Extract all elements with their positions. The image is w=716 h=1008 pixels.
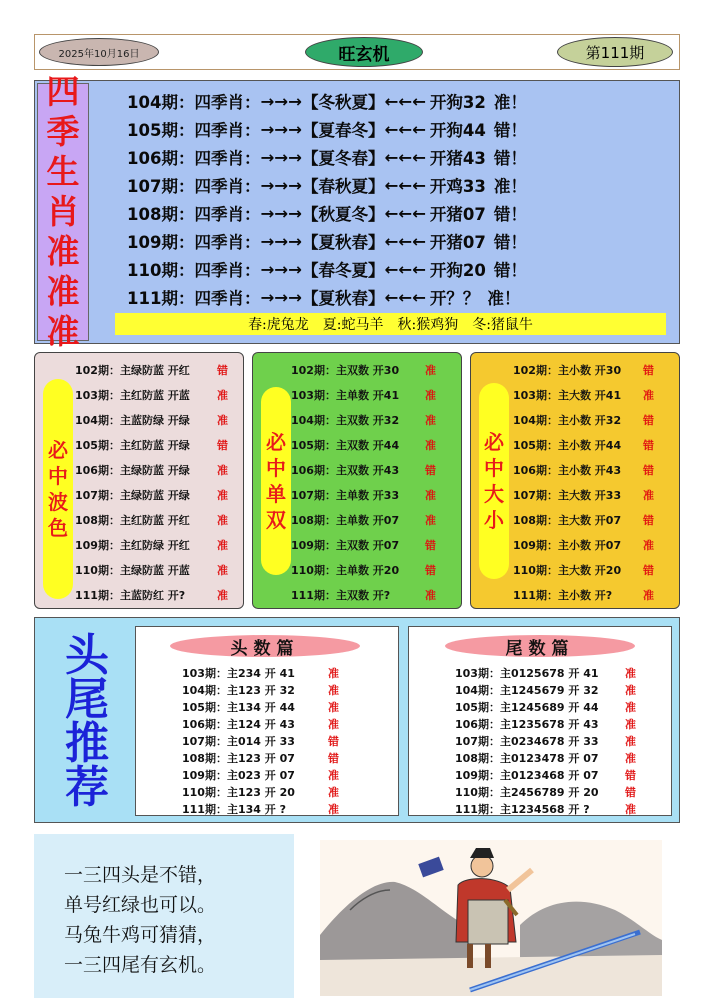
list-item: 110期：主大数 开20 [513, 564, 622, 577]
result-mark: 错 [643, 439, 654, 452]
result-mark: 准 [625, 667, 636, 680]
row-open: 开猪07 [429, 205, 486, 224]
row-result: 准！ [493, 177, 527, 196]
row-result: 准！ [487, 289, 521, 308]
list-item: 105期：主1245689 开 44 [455, 701, 599, 714]
four-seasons-row [127, 143, 527, 171]
result-mark: 准 [217, 489, 228, 502]
poem-line: 一三四尾有玄机。 [64, 954, 217, 976]
list-item: 105期：主红防蓝 开绿 [75, 439, 190, 452]
row-left-arrows: →→→ [260, 259, 302, 279]
list-item: 107期：主0234678 开 33 [455, 735, 599, 748]
label-char: 大 [484, 482, 504, 506]
result-mark: 错 [425, 539, 436, 552]
date-badge: 2025年10月16日 [39, 38, 159, 66]
four-seasons-row [127, 115, 527, 143]
row-pick: 【秋夏冬】 [301, 205, 385, 224]
result-mark: 准 [217, 539, 228, 552]
row-label: 四季肖： [194, 233, 261, 252]
title-char: 准 [46, 272, 80, 311]
poem-line: 单号红绿也可以。 [64, 894, 217, 916]
result-mark: 错 [328, 752, 339, 765]
row-result: 准！ [493, 93, 527, 112]
row-left-arrows: →→→ [260, 287, 302, 307]
title-char: 生 [46, 152, 80, 191]
list-item: 106期：主绿防蓝 开绿 [75, 464, 190, 477]
issue-badge: 第111期 [557, 37, 673, 67]
row-open: 开猪43 [429, 149, 486, 168]
list-item: 110期：主2456789 开 20 [455, 786, 599, 799]
list-item: 111期：主1234568 开 ? [455, 803, 590, 816]
title-char: 肖 [46, 192, 80, 231]
result-mark: 准 [328, 701, 339, 714]
box-vertical-label [261, 387, 291, 575]
label-char: 双 [266, 508, 286, 532]
label-char: 色 [48, 516, 68, 540]
head-tail-section [34, 617, 680, 823]
row-left-arrows: →→→ [260, 91, 302, 111]
result-mark: 准 [625, 701, 636, 714]
odd-even-box [252, 352, 462, 609]
list-item: 109期：主0123468 开 07 [455, 769, 599, 782]
label-char: 必 [266, 430, 286, 454]
row-period: 106期： [127, 149, 195, 168]
list-item: 105期：主双数 开44 [291, 439, 400, 452]
result-mark: 准 [625, 803, 636, 816]
list-item: 109期：主红防绿 开红 [75, 539, 190, 552]
box-vertical-label [479, 383, 509, 579]
list-item: 102期：主小数 开30 [513, 364, 622, 377]
result-mark: 错 [425, 464, 436, 477]
result-mark: 错 [643, 414, 654, 427]
result-mark: 准 [425, 439, 436, 452]
row-right-arrows: ←←← [384, 147, 426, 167]
row-pick: 【春秋夏】 [301, 177, 385, 196]
list-item: 109期：主双数 开07 [291, 539, 400, 552]
label-char: 小 [484, 508, 504, 532]
row-pick: 【冬秋夏】 [301, 93, 385, 112]
row-label: 四季肖： [194, 289, 261, 308]
row-open: 开猪07 [429, 233, 486, 252]
list-item: 104期：主1245679 开 32 [455, 684, 599, 697]
result-mark: 准 [425, 389, 436, 402]
label-char: 必 [48, 438, 68, 462]
list-item: 107期：主绿防蓝 开绿 [75, 489, 190, 502]
list-item: 108期：主红防蓝 开红 [75, 514, 190, 527]
row-period: 111期： [127, 289, 195, 308]
result-mark: 准 [425, 589, 436, 602]
result-mark: 准 [217, 464, 228, 477]
row-open: 开狗32 [429, 93, 486, 112]
poem-line: 马兔牛鸡可猜猜， [64, 924, 217, 946]
list-item: 111期：主双数 开? [291, 589, 391, 602]
four-seasons-section [34, 72, 680, 351]
list-item: 106期：主小数 开43 [513, 464, 622, 477]
label-char: 中 [484, 456, 504, 480]
result-mark: 错 [217, 364, 228, 377]
result-mark: 准 [328, 667, 339, 680]
four-seasons-row [127, 199, 527, 227]
row-right-arrows: ←←← [384, 175, 426, 195]
result-mark: 准 [328, 769, 339, 782]
list-item: 110期：主123 开 20 [182, 786, 295, 799]
row-right-arrows: ←←← [384, 91, 426, 111]
row-right-arrows: ←←← [384, 259, 426, 279]
result-mark: 错 [643, 564, 654, 577]
label-char: 中 [48, 464, 68, 488]
title-char: 准 [46, 312, 80, 351]
logo-badge: 旺玄机 [305, 37, 423, 67]
list-item: 111期：主134 开 ? [182, 803, 286, 816]
title-char: 推 [65, 718, 109, 769]
title-char: 尾 [65, 674, 109, 725]
title-char: 四 [46, 72, 80, 111]
row-open: 开？？ [429, 289, 480, 308]
result-mark: 错 [625, 786, 636, 799]
list-item: 108期：主大数 开07 [513, 514, 622, 527]
season-legend: 春:虎兔龙 夏:蛇马羊 秋:猴鸡狗 冬:猪鼠牛 [115, 313, 666, 335]
list-item: 107期：主单数 开33 [291, 489, 400, 502]
list-item: 103期：主单数 开41 [291, 389, 400, 402]
title-char: 季 [46, 112, 80, 151]
row-left-arrows: →→→ [260, 147, 302, 167]
result-mark: 准 [425, 364, 436, 377]
scholar-illustration [320, 840, 662, 996]
list-item: 103期：主红防蓝 开蓝 [75, 389, 190, 402]
list-item: 106期：主124 开 43 [182, 718, 295, 731]
result-mark: 错 [643, 514, 654, 527]
list-item: 104期：主双数 开32 [291, 414, 400, 427]
row-period: 110期： [127, 261, 195, 280]
box-vertical-label [43, 379, 73, 599]
four-seasons-row [127, 171, 527, 199]
result-mark: 准 [425, 414, 436, 427]
list-item: 104期：主123 开 32 [182, 684, 295, 697]
row-result: 错！ [493, 261, 527, 280]
list-item: 105期：主小数 开44 [513, 439, 622, 452]
row-left-arrows: →→→ [260, 231, 302, 251]
four-seasons-row [127, 227, 527, 255]
result-mark: 准 [328, 803, 339, 816]
row-left-arrows: →→→ [260, 119, 302, 139]
row-pick: 【夏冬春】 [301, 149, 385, 168]
result-mark: 错 [643, 464, 654, 477]
list-item: 110期：主绿防蓝 开蓝 [75, 564, 190, 577]
label-char: 波 [48, 490, 68, 514]
row-label: 四季肖： [194, 149, 261, 168]
row-right-arrows: ←←← [384, 119, 426, 139]
row-label: 四季肖： [194, 261, 261, 280]
title-char: 准 [46, 232, 80, 271]
row-left-arrows: →→→ [260, 175, 302, 195]
list-item: 111期：主小数 开? [513, 589, 613, 602]
list-item: 104期：主蓝防绿 开绿 [75, 414, 190, 427]
label-char: 中 [266, 456, 286, 480]
row-label: 四季肖： [194, 121, 261, 140]
row-open: 开狗44 [429, 121, 486, 140]
row-label: 四季肖： [194, 93, 261, 112]
list-item: 104期：主小数 开32 [513, 414, 622, 427]
result-mark: 准 [625, 684, 636, 697]
title-char: 荐 [65, 762, 109, 813]
list-item: 102期：主双数 开30 [291, 364, 400, 377]
row-pick: 【春冬夏】 [301, 261, 385, 280]
list-item: 107期：主大数 开33 [513, 489, 622, 502]
row-period: 107期： [127, 177, 195, 196]
row-right-arrows: ←←← [384, 203, 426, 223]
result-mark: 准 [625, 752, 636, 765]
row-period: 104期： [127, 93, 195, 112]
result-mark: 准 [217, 589, 228, 602]
result-mark: 准 [217, 514, 228, 527]
result-mark: 准 [328, 684, 339, 697]
list-item: 107期：主014 开 33 [182, 735, 295, 748]
list-item: 103期：主0125678 开 41 [455, 667, 599, 680]
result-mark: 错 [643, 364, 654, 377]
header-bar [34, 34, 680, 70]
result-mark: 准 [643, 539, 654, 552]
title-char: 头 [65, 630, 109, 681]
row-result: 错！ [493, 233, 527, 252]
head-tail-title [47, 632, 127, 812]
row-open: 开狗20 [429, 261, 486, 280]
head-panel-title: 头数篇 [170, 635, 360, 657]
row-period: 108期： [127, 205, 195, 224]
list-item: 102期：主绿防蓝 开红 [75, 364, 190, 377]
row-pick: 【夏秋春】 [301, 289, 385, 308]
result-mark: 错 [425, 564, 436, 577]
big-small-box [470, 352, 680, 609]
result-mark: 准 [425, 489, 436, 502]
tail-panel [408, 626, 672, 816]
wave-color-box [34, 352, 244, 609]
result-mark: 错 [625, 769, 636, 782]
four-seasons-row [127, 255, 527, 283]
row-label: 四季肖： [194, 177, 261, 196]
result-mark: 准 [643, 389, 654, 402]
row-period: 109期： [127, 233, 195, 252]
result-mark: 准 [643, 489, 654, 502]
row-left-arrows: →→→ [260, 203, 302, 223]
list-item: 106期：主1235678 开 43 [455, 718, 599, 731]
result-mark: 准 [643, 589, 654, 602]
row-result: 错！ [493, 205, 527, 224]
result-mark: 准 [625, 718, 636, 731]
list-item: 106期：主双数 开43 [291, 464, 400, 477]
result-mark: 准 [217, 389, 228, 402]
poem-line: 一三四头是不错， [64, 864, 217, 886]
row-label: 四季肖： [194, 205, 261, 224]
label-char: 必 [484, 430, 504, 454]
poem-box [34, 834, 294, 998]
row-pick: 【夏春冬】 [301, 121, 385, 140]
row-period: 105期： [127, 121, 195, 140]
result-mark: 准 [625, 735, 636, 748]
row-result: 错！ [493, 149, 527, 168]
tail-panel-title: 尾数篇 [445, 635, 635, 657]
list-item: 103期：主大数 开41 [513, 389, 622, 402]
head-panel [135, 626, 399, 816]
list-item: 109期：主023 开 07 [182, 769, 295, 782]
row-result: 错！ [493, 121, 527, 140]
row-open: 开鸡33 [429, 177, 486, 196]
list-item: 110期：主单数 开20 [291, 564, 400, 577]
four-seasons-title [37, 72, 89, 351]
list-item: 109期：主小数 开07 [513, 539, 622, 552]
list-item: 105期：主134 开 44 [182, 701, 295, 714]
result-mark: 错 [328, 735, 339, 748]
four-seasons-row [127, 87, 527, 115]
list-item: 111期：主蓝防红 开? [75, 589, 186, 602]
row-right-arrows: ←←← [384, 231, 426, 251]
result-mark: 准 [425, 514, 436, 527]
list-item: 103期：主234 开 41 [182, 667, 295, 680]
list-item: 108期：主0123478 开 07 [455, 752, 599, 765]
result-mark: 准 [217, 414, 228, 427]
result-mark: 错 [217, 439, 228, 452]
row-right-arrows: ←←← [384, 287, 426, 307]
result-mark: 准 [328, 718, 339, 731]
list-item: 108期：主123 开 07 [182, 752, 295, 765]
result-mark: 准 [217, 564, 228, 577]
row-pick: 【夏秋春】 [301, 233, 385, 252]
result-mark: 准 [328, 786, 339, 799]
four-seasons-row [127, 283, 520, 311]
label-char: 单 [266, 482, 286, 506]
list-item: 108期：主单数 开07 [291, 514, 400, 527]
